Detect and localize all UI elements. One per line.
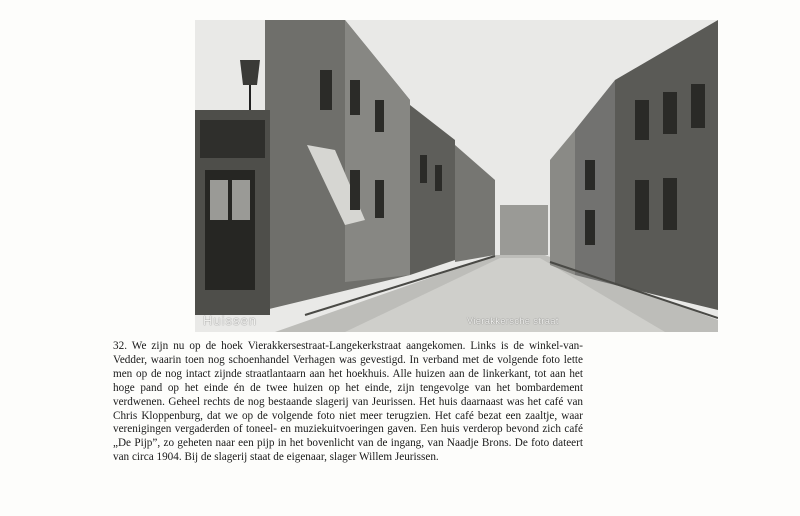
historic-street-photo — [195, 20, 718, 332]
street-scene-illustration — [195, 20, 718, 332]
photo-caption-location: Huissen — [203, 313, 257, 328]
caption-text: 32. We zijn nu op de hoek Vierakkersestraat-Langekerkstraat aangekomen. Links is de winkel-van-Vedder, waarin toen nog schoenhandel Verhagen was gevestigd. In verband met de volgende foto lette men op de nog intact zijnde straatlantaarn aan het hoekhuis. Alle huizen aan de linkerkant, tot aan het hoge pand op het einde én de twee huizen op het einde, zijn tengevolge van het bombardement verdwenen. Geheel rechts de nog bestaande slagerij van Jeurissen. Het huis daarnaast was het café van Chris Kloppenburg, dat we op de volgende foto niet meer terugzien. Het café bezat een zaaltje, waar verenigingen vergaderden of toneel- en muziekuitvoeringen gaven. Een huis verderop bevond zich café „De Pijp”, zo geheten naar een pijp in het bovenlicht van de ingang, van Naadje Brons. De foto dateert van circa 1904. Bij de slagerij staat de eigenaar, slager Willem Jeurissen. — [113, 340, 583, 464]
caption-block — [113, 340, 583, 465]
photo-caption-street: Vierakkersche straat — [467, 316, 559, 326]
